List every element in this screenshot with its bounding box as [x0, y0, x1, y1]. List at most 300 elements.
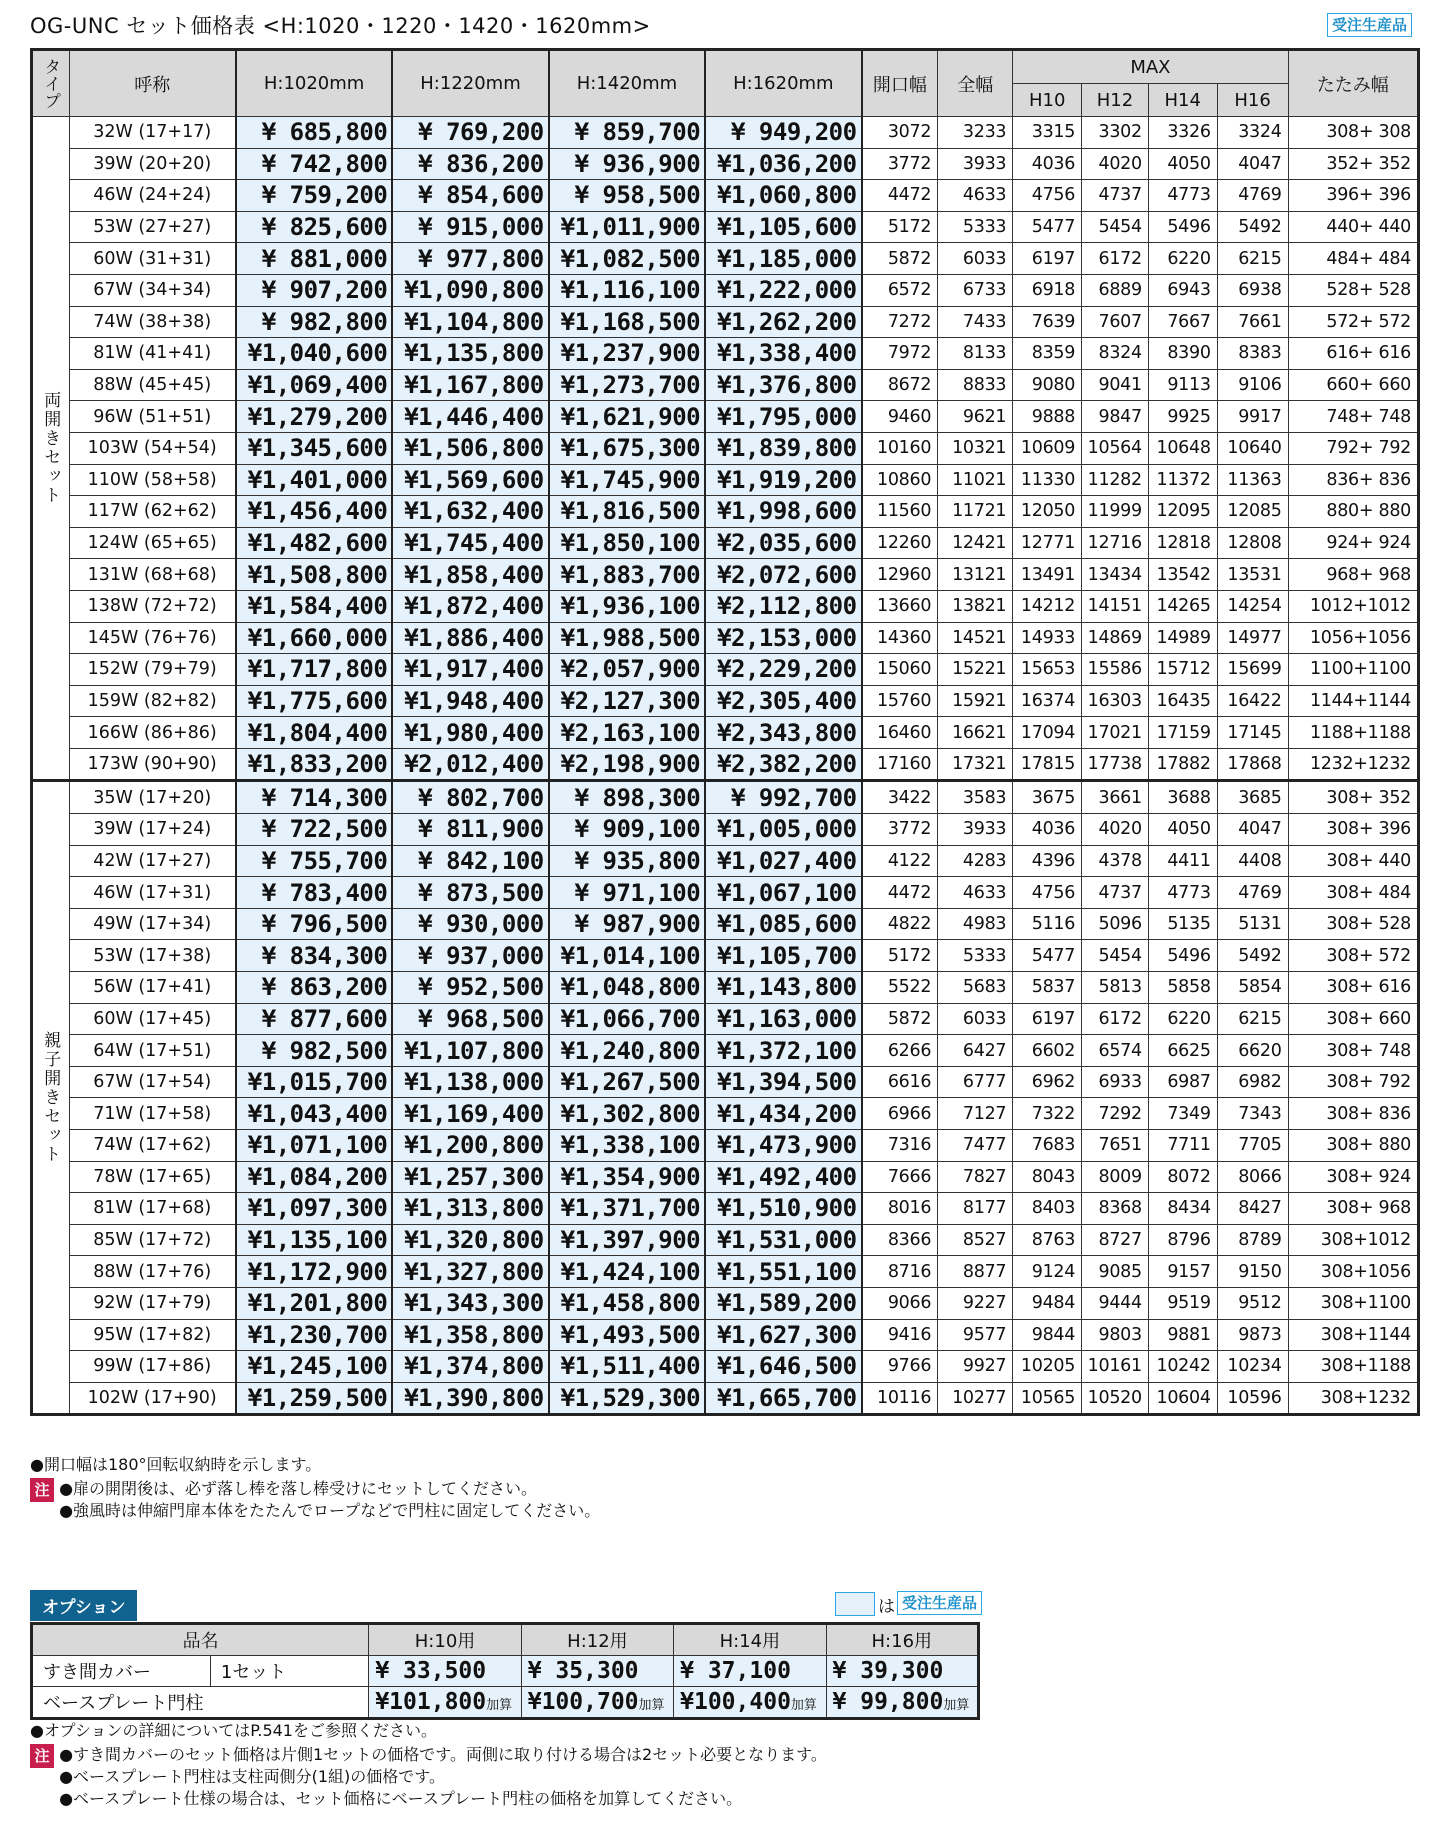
opening-width: 7972	[862, 338, 938, 370]
option-row	[32, 1656, 979, 1687]
legend-swatch	[835, 1592, 875, 1616]
opening-width: 13660	[862, 590, 938, 622]
max-h12: 14151	[1082, 590, 1149, 622]
price-h1020: ¥ 783,400	[236, 877, 392, 909]
option-table	[30, 1622, 980, 1720]
fold-width: 308+1012	[1288, 1224, 1418, 1256]
price-h1420: ¥1,354,900	[549, 1161, 705, 1193]
price-h1020: ¥ 834,300	[236, 940, 392, 972]
full-width: 5683	[938, 972, 1013, 1004]
legend-made-to-order-badge: 受注生産品	[897, 1591, 982, 1615]
max-h16: 7705	[1217, 1130, 1288, 1162]
price-h1620: ¥2,112,800	[705, 590, 861, 622]
row-name: 145W (76+76)	[69, 622, 236, 654]
price-h1020: ¥1,717,800	[236, 654, 392, 686]
caution-block	[30, 1478, 600, 1522]
table-row	[32, 781, 1419, 814]
row-name: 159W (82+82)	[69, 685, 236, 717]
max-h10: 15653	[1013, 654, 1082, 686]
max-h10: 17815	[1013, 748, 1082, 781]
max-h10: 9484	[1013, 1287, 1082, 1319]
table-row	[32, 877, 1419, 909]
row-name: 81W (17+68)	[69, 1193, 236, 1225]
max-h10: 11330	[1013, 464, 1082, 496]
max-h12: 4737	[1082, 180, 1149, 212]
table-row	[32, 338, 1419, 370]
opening-width: 9460	[862, 401, 938, 433]
max-h16: 4047	[1217, 814, 1288, 846]
price-h1620: ¥2,153,000	[705, 622, 861, 654]
row-name: 56W (17+41)	[69, 972, 236, 1004]
opening-width: 6572	[862, 274, 938, 306]
table-row	[32, 1161, 1419, 1193]
opening-width: 3422	[862, 781, 938, 814]
opening-width: 3772	[862, 814, 938, 846]
max-h10: 6197	[1013, 1003, 1082, 1035]
price-h1620: ¥ 992,700	[705, 781, 861, 814]
option-price-cell	[521, 1687, 673, 1719]
fold-width: 880+ 880	[1288, 496, 1418, 528]
price-h1420: ¥2,127,300	[549, 685, 705, 717]
full-width: 6033	[938, 243, 1013, 275]
header-max-h14: H14	[1148, 84, 1217, 117]
opening-width: 10860	[862, 464, 938, 496]
fold-width: 308+ 616	[1288, 972, 1418, 1004]
opening-width: 6266	[862, 1035, 938, 1067]
row-name: 78W (17+65)	[69, 1161, 236, 1193]
max-h12: 7292	[1082, 1098, 1149, 1130]
opening-width: 15760	[862, 685, 938, 717]
header-max-h12: H12	[1082, 84, 1149, 117]
table-row	[32, 432, 1419, 464]
table-row	[32, 908, 1419, 940]
opening-width: 5522	[862, 972, 938, 1004]
max-h10: 3675	[1013, 781, 1082, 814]
price-h1020: ¥ 982,800	[236, 306, 392, 338]
opening-width: 17160	[862, 748, 938, 781]
max-h10: 9124	[1013, 1256, 1082, 1288]
full-width: 4633	[938, 877, 1013, 909]
price-table	[30, 48, 1420, 1416]
max-h14: 4773	[1148, 877, 1217, 909]
full-width: 15921	[938, 685, 1013, 717]
max-h14: 5135	[1148, 908, 1217, 940]
max-h12: 3661	[1082, 781, 1149, 814]
max-h16: 13531	[1217, 559, 1288, 591]
option-price: ¥100,400	[680, 1689, 791, 1715]
opening-width: 5172	[862, 940, 938, 972]
row-name: 124W (65+65)	[69, 527, 236, 559]
option-caution-line: ●ベースプレート門柱は支柱両側分(1組)の価格です。	[59, 1767, 445, 1786]
row-name: 42W (17+27)	[69, 845, 236, 877]
max-h10: 6197	[1013, 243, 1082, 275]
row-name: 74W (17+62)	[69, 1130, 236, 1162]
max-h10: 6918	[1013, 274, 1082, 306]
price-h1020: ¥ 714,300	[236, 781, 392, 814]
max-h14: 7667	[1148, 306, 1217, 338]
price-h1620: ¥1,627,300	[705, 1319, 861, 1351]
max-h14: 9113	[1148, 369, 1217, 401]
price-h1220: ¥ 915,000	[392, 211, 548, 243]
price-h1620: ¥2,035,600	[705, 527, 861, 559]
price-h1620: ¥1,394,500	[705, 1066, 861, 1098]
max-h16: 5131	[1217, 908, 1288, 940]
max-h12: 6933	[1082, 1066, 1149, 1098]
price-h1220: ¥1,390,800	[392, 1382, 548, 1415]
option-header-h12: H:12用	[521, 1624, 673, 1656]
full-width: 13821	[938, 590, 1013, 622]
max-h14: 5496	[1148, 211, 1217, 243]
price-h1220: ¥1,169,400	[392, 1098, 548, 1130]
price-h1420: ¥1,745,900	[549, 464, 705, 496]
opening-width: 14360	[862, 622, 938, 654]
max-h14: 10604	[1148, 1382, 1217, 1415]
price-h1220: ¥1,569,600	[392, 464, 548, 496]
fold-width: 308+1056	[1288, 1256, 1418, 1288]
max-h16: 12808	[1217, 527, 1288, 559]
table-row	[32, 1066, 1419, 1098]
price-h1420: ¥1,675,300	[549, 432, 705, 464]
price-h1220: ¥2,012,400	[392, 748, 548, 781]
max-h14: 6220	[1148, 1003, 1217, 1035]
fold-width: 792+ 792	[1288, 432, 1418, 464]
option-row	[32, 1687, 979, 1719]
opening-width: 9066	[862, 1287, 938, 1319]
header-max-h16: H16	[1217, 84, 1288, 117]
opening-width: 16460	[862, 717, 938, 749]
opening-width: 6966	[862, 1098, 938, 1130]
full-width: 12421	[938, 527, 1013, 559]
price-h1620: ¥1,839,800	[705, 432, 861, 464]
row-name: 81W (41+41)	[69, 338, 236, 370]
price-h1420: ¥1,338,100	[549, 1130, 705, 1162]
opening-width: 6616	[862, 1066, 938, 1098]
price-h1420: ¥1,168,500	[549, 306, 705, 338]
price-h1020: ¥1,660,000	[236, 622, 392, 654]
max-h12: 6172	[1082, 1003, 1149, 1035]
fold-width: 660+ 660	[1288, 369, 1418, 401]
full-width: 6733	[938, 274, 1013, 306]
max-h16: 10234	[1217, 1351, 1288, 1383]
price-h1220: ¥ 937,000	[392, 940, 548, 972]
price-h1220: ¥1,257,300	[392, 1161, 548, 1193]
max-h16: 8789	[1217, 1224, 1288, 1256]
price-h1620: ¥1,795,000	[705, 401, 861, 433]
fold-width: 968+ 968	[1288, 559, 1418, 591]
max-h16: 14977	[1217, 622, 1288, 654]
full-width: 13121	[938, 559, 1013, 591]
max-h12: 9444	[1082, 1287, 1149, 1319]
max-h16: 6215	[1217, 243, 1288, 275]
row-name: 74W (38+38)	[69, 306, 236, 338]
price-h1020: ¥ 685,800	[236, 117, 392, 149]
note-opening: ●開口幅は180°回転収納時を示します。	[30, 1455, 322, 1474]
table-row	[32, 654, 1419, 686]
option-title: オプション	[30, 1590, 137, 1621]
price-h1220: ¥1,313,800	[392, 1193, 548, 1225]
price-h1420: ¥2,163,100	[549, 717, 705, 749]
max-h16: 3324	[1217, 117, 1288, 149]
row-name: 88W (45+45)	[69, 369, 236, 401]
row-name: 39W (20+20)	[69, 148, 236, 180]
price-h1220: ¥ 968,500	[392, 1003, 548, 1035]
price-h1220: ¥1,374,800	[392, 1351, 548, 1383]
max-h16: 5492	[1217, 211, 1288, 243]
fold-width: 1188+1188	[1288, 717, 1418, 749]
max-h10: 9080	[1013, 369, 1082, 401]
price-h1420: ¥1,048,800	[549, 972, 705, 1004]
price-h1220: ¥ 930,000	[392, 908, 548, 940]
price-h1620: ¥1,531,000	[705, 1224, 861, 1256]
max-h16: 5854	[1217, 972, 1288, 1004]
max-h14: 16435	[1148, 685, 1217, 717]
max-h12: 9085	[1082, 1256, 1149, 1288]
max-h14: 5858	[1148, 972, 1217, 1004]
max-h10: 10609	[1013, 432, 1082, 464]
full-width: 15221	[938, 654, 1013, 686]
fold-width: 308+ 660	[1288, 1003, 1418, 1035]
max-h14: 6987	[1148, 1066, 1217, 1098]
max-h10: 16374	[1013, 685, 1082, 717]
fold-width: 308+ 792	[1288, 1066, 1418, 1098]
caution-mark: 注	[30, 1744, 54, 1768]
max-h12: 8727	[1082, 1224, 1149, 1256]
full-width: 8527	[938, 1224, 1013, 1256]
option-price: ¥ 35,300	[521, 1656, 673, 1687]
max-h10: 7639	[1013, 306, 1082, 338]
price-h1420: ¥1,621,900	[549, 401, 705, 433]
table-row	[32, 117, 1419, 149]
max-h16: 8383	[1217, 338, 1288, 370]
row-name: 85W (17+72)	[69, 1224, 236, 1256]
full-width: 8833	[938, 369, 1013, 401]
opening-width: 5872	[862, 243, 938, 275]
price-h1620: ¥1,998,600	[705, 496, 861, 528]
max-h14: 9881	[1148, 1319, 1217, 1351]
full-width: 4983	[938, 908, 1013, 940]
row-name: 67W (34+34)	[69, 274, 236, 306]
max-h14: 9925	[1148, 401, 1217, 433]
price-h1620: ¥2,343,800	[705, 717, 861, 749]
price-h1620: ¥1,036,200	[705, 148, 861, 180]
row-name: 96W (51+51)	[69, 401, 236, 433]
row-name: 152W (79+79)	[69, 654, 236, 686]
price-h1020: ¥1,015,700	[236, 1066, 392, 1098]
max-h10: 10205	[1013, 1351, 1082, 1383]
header-h1620: H:1620mm	[705, 50, 861, 117]
opening-width: 8716	[862, 1256, 938, 1288]
price-h1020: ¥1,069,400	[236, 369, 392, 401]
price-h1420: ¥1,267,500	[549, 1066, 705, 1098]
table-row	[32, 1130, 1419, 1162]
max-h14: 8072	[1148, 1161, 1217, 1193]
price-h1420: ¥ 971,100	[549, 877, 705, 909]
header-max: MAX	[1013, 50, 1288, 84]
price-h1620: ¥1,262,200	[705, 306, 861, 338]
price-h1020: ¥1,172,900	[236, 1256, 392, 1288]
option-suffix: 加算	[486, 1698, 513, 1713]
option-suffix: 加算	[943, 1698, 970, 1713]
max-h16: 8066	[1217, 1161, 1288, 1193]
max-h14: 14265	[1148, 590, 1217, 622]
price-h1620: ¥1,067,100	[705, 877, 861, 909]
max-h14: 14989	[1148, 622, 1217, 654]
row-name: 166W (86+86)	[69, 717, 236, 749]
full-width: 3583	[938, 781, 1013, 814]
max-h14: 7711	[1148, 1130, 1217, 1162]
type-label: 両開きセット	[32, 117, 70, 781]
max-h10: 14212	[1013, 590, 1082, 622]
max-h12: 13434	[1082, 559, 1149, 591]
price-h1220: ¥1,104,800	[392, 306, 548, 338]
price-h1620: ¥1,372,100	[705, 1035, 861, 1067]
max-h10: 8043	[1013, 1161, 1082, 1193]
price-h1020: ¥ 742,800	[236, 148, 392, 180]
price-h1420: ¥1,529,300	[549, 1382, 705, 1415]
price-h1620: ¥2,382,200	[705, 748, 861, 781]
fold-width: 1144+1144	[1288, 685, 1418, 717]
opening-width: 15060	[862, 654, 938, 686]
price-h1420: ¥1,302,800	[549, 1098, 705, 1130]
max-h12: 12716	[1082, 527, 1149, 559]
max-h12: 7607	[1082, 306, 1149, 338]
full-width: 9227	[938, 1287, 1013, 1319]
fold-width: 308+ 352	[1288, 781, 1418, 814]
opening-width: 10160	[862, 432, 938, 464]
price-h1620: ¥ 949,200	[705, 117, 861, 149]
max-h16: 5492	[1217, 940, 1288, 972]
price-h1220: ¥ 802,700	[392, 781, 548, 814]
max-h10: 10565	[1013, 1382, 1082, 1415]
price-h1220: ¥ 811,900	[392, 814, 548, 846]
price-h1420: ¥ 935,800	[549, 845, 705, 877]
price-h1620: ¥1,665,700	[705, 1382, 861, 1415]
max-h10: 5116	[1013, 908, 1082, 940]
full-width: 9621	[938, 401, 1013, 433]
price-h1020: ¥ 796,500	[236, 908, 392, 940]
opening-width: 12960	[862, 559, 938, 591]
max-h16: 4047	[1217, 148, 1288, 180]
table-row	[32, 972, 1419, 1004]
full-width: 11021	[938, 464, 1013, 496]
row-name: 102W (17+90)	[69, 1382, 236, 1415]
table-row	[32, 1351, 1419, 1383]
option-note: ●オプションの詳細についてはP.541をご参照ください。	[30, 1721, 437, 1740]
full-width: 8177	[938, 1193, 1013, 1225]
price-h1020: ¥1,345,600	[236, 432, 392, 464]
max-h16: 9873	[1217, 1319, 1288, 1351]
max-h16: 15699	[1217, 654, 1288, 686]
opening-width: 10116	[862, 1382, 938, 1415]
max-h16: 10596	[1217, 1382, 1288, 1415]
opening-width: 8366	[862, 1224, 938, 1256]
max-h14: 4050	[1148, 148, 1217, 180]
price-h1420: ¥1,237,900	[549, 338, 705, 370]
price-h1220: ¥1,320,800	[392, 1224, 548, 1256]
price-h1420: ¥2,198,900	[549, 748, 705, 781]
option-price: ¥ 33,500	[369, 1656, 521, 1687]
max-h14: 3688	[1148, 781, 1217, 814]
fold-width: 396+ 396	[1288, 180, 1418, 212]
opening-width: 12260	[862, 527, 938, 559]
price-h1420: ¥1,511,400	[549, 1351, 705, 1383]
max-h10: 12771	[1013, 527, 1082, 559]
price-h1420: ¥1,850,100	[549, 527, 705, 559]
table-row	[32, 306, 1419, 338]
price-h1020: ¥ 759,200	[236, 180, 392, 212]
max-h12: 5454	[1082, 211, 1149, 243]
price-h1220: ¥ 769,200	[392, 117, 548, 149]
fold-width: 308+1188	[1288, 1351, 1418, 1383]
row-name: 173W (90+90)	[69, 748, 236, 781]
option-price-cell	[674, 1687, 826, 1719]
price-h1420: ¥1,240,800	[549, 1035, 705, 1067]
max-h16: 11363	[1217, 464, 1288, 496]
full-width: 6033	[938, 1003, 1013, 1035]
max-h12: 4378	[1082, 845, 1149, 877]
max-h14: 11372	[1148, 464, 1217, 496]
option-suffix: 加算	[790, 1698, 817, 1713]
full-width: 8877	[938, 1256, 1013, 1288]
price-h1020: ¥1,279,200	[236, 401, 392, 433]
max-h10: 5837	[1013, 972, 1082, 1004]
fold-width: 484+ 484	[1288, 243, 1418, 275]
page-title: OG-UNC セット価格表 <H:1020・1220・1420・1620mm>	[30, 14, 651, 38]
price-h1020: ¥1,097,300	[236, 1193, 392, 1225]
max-h16: 14254	[1217, 590, 1288, 622]
option-caution-block	[30, 1744, 827, 1810]
row-name: 117W (62+62)	[69, 496, 236, 528]
price-h1420: ¥1,116,100	[549, 274, 705, 306]
max-h14: 10648	[1148, 432, 1217, 464]
price-h1220: ¥1,506,800	[392, 432, 548, 464]
price-h1020: ¥1,775,600	[236, 685, 392, 717]
option-price: ¥100,700	[527, 1689, 639, 1715]
max-h16: 12085	[1217, 496, 1288, 528]
row-name: 64W (17+51)	[69, 1035, 236, 1067]
max-h10: 9844	[1013, 1319, 1082, 1351]
table-row	[32, 845, 1419, 877]
full-width: 8133	[938, 338, 1013, 370]
price-h1420: ¥1,082,500	[549, 243, 705, 275]
price-h1020: ¥ 722,500	[236, 814, 392, 846]
price-h1220: ¥ 977,800	[392, 243, 548, 275]
price-h1620: ¥1,510,900	[705, 1193, 861, 1225]
price-h1620: ¥1,105,600	[705, 211, 861, 243]
fold-width: 308+ 968	[1288, 1193, 1418, 1225]
full-width: 16621	[938, 717, 1013, 749]
price-h1620: ¥1,473,900	[705, 1130, 861, 1162]
table-row	[32, 940, 1419, 972]
max-h10: 7322	[1013, 1098, 1082, 1130]
opening-width: 8016	[862, 1193, 938, 1225]
table-row	[32, 717, 1419, 749]
option-price-cell	[826, 1687, 978, 1719]
full-width: 14521	[938, 622, 1013, 654]
price-h1020: ¥ 755,700	[236, 845, 392, 877]
fold-width: 924+ 924	[1288, 527, 1418, 559]
price-h1420: ¥ 958,500	[549, 180, 705, 212]
price-h1020: ¥1,508,800	[236, 559, 392, 591]
option-price: ¥ 99,800	[832, 1689, 944, 1715]
fold-width: 308+ 880	[1288, 1130, 1418, 1162]
table-row	[32, 559, 1419, 591]
opening-width: 5172	[862, 211, 938, 243]
fold-width: 308+ 924	[1288, 1161, 1418, 1193]
price-h1620: ¥1,085,600	[705, 908, 861, 940]
full-width: 7827	[938, 1161, 1013, 1193]
full-width: 6427	[938, 1035, 1013, 1067]
